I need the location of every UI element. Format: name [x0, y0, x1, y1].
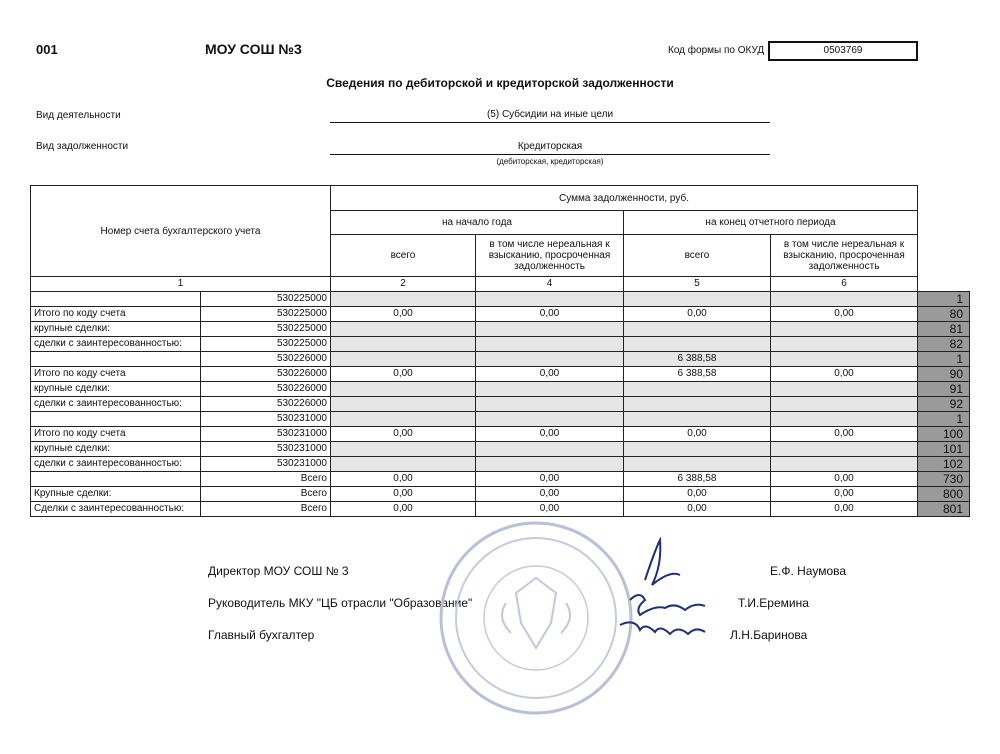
- row-value-start-bad: 0,00: [476, 427, 624, 442]
- header-account: Номер счета бухгалтерского учета: [31, 186, 331, 277]
- row-account: 530231000: [201, 442, 331, 457]
- col-number: 2: [331, 277, 476, 292]
- row-code: 91: [918, 382, 970, 397]
- row-value-start-bad: [476, 337, 624, 352]
- row-value-end-bad: 0,00: [771, 502, 918, 517]
- row-label: [31, 292, 201, 307]
- okud-value: 0503769: [768, 41, 918, 61]
- header-bad-debt-start: в том числе нереальная к взысканию, просроченная задолженность: [476, 235, 624, 277]
- row-account: 530225000: [201, 337, 331, 352]
- row-value-end-total: [624, 322, 771, 337]
- row-value-start-total: 0,00: [331, 487, 476, 502]
- signature-role-director: Директор МОУ СОШ № 3: [208, 564, 349, 578]
- row-value-end-bad: [771, 382, 918, 397]
- row-value-start-total: [331, 442, 476, 457]
- row-value-end-bad: [771, 397, 918, 412]
- row-account: 530226000: [201, 367, 331, 382]
- row-label: Итого по коду счета: [31, 307, 201, 322]
- row-value-start-bad: [476, 322, 624, 337]
- row-account: 530226000: [201, 352, 331, 367]
- row-account: 530225000: [201, 322, 331, 337]
- row-value-end-bad: [771, 412, 918, 427]
- row-label: Крупные сделки:: [31, 487, 201, 502]
- row-value-start-bad: [476, 457, 624, 472]
- row-value-start-total: 0,00: [331, 427, 476, 442]
- row-account: Всего: [201, 472, 331, 487]
- row-account: 530226000: [201, 382, 331, 397]
- row-label: крупные сделки:: [31, 382, 201, 397]
- row-code: 90: [918, 367, 970, 382]
- row-code: 800: [918, 487, 970, 502]
- signature-name-head: Т.И.Еремина: [738, 596, 809, 610]
- spacer-cell: [918, 186, 970, 292]
- row-value-end-total: 6 388,58: [624, 352, 771, 367]
- row-label: Итого по коду счета: [31, 427, 201, 442]
- row-label: Итого по коду счета: [31, 367, 201, 382]
- row-value-end-total: 0,00: [624, 502, 771, 517]
- row-value-start-total: [331, 322, 476, 337]
- row-value-start-bad: [476, 412, 624, 427]
- header-start-year: на начало года: [331, 211, 624, 235]
- header-total-end: всего: [624, 235, 771, 277]
- row-code: 80: [918, 307, 970, 322]
- row-value-end-bad: 0,00: [771, 427, 918, 442]
- form-code: 001: [36, 42, 58, 57]
- row-value-start-total: 0,00: [331, 502, 476, 517]
- row-value-start-bad: 0,00: [476, 487, 624, 502]
- activity-label: Вид деятельности: [36, 110, 121, 121]
- debt-type-value: Кредиторская: [330, 141, 770, 155]
- debt-type-hint: (дебиторская, кредиторская): [496, 157, 604, 166]
- row-value-start-total: [331, 292, 476, 307]
- row-label: [31, 352, 201, 367]
- row-code: 1: [918, 352, 970, 367]
- table-row: [31, 307, 970, 322]
- header-total-start: всего: [331, 235, 476, 277]
- row-value-end-total: [624, 382, 771, 397]
- row-value-start-total: [331, 382, 476, 397]
- row-value-end-total: [624, 442, 771, 457]
- document-title: Сведения по дебиторской и кредиторской задолженности: [326, 76, 674, 90]
- table-row: [31, 442, 970, 457]
- table-row: [31, 337, 970, 352]
- row-value-end-total: [624, 292, 771, 307]
- row-code: 102: [918, 457, 970, 472]
- row-value-start-bad: [476, 352, 624, 367]
- row-code: 101: [918, 442, 970, 457]
- signature-name-accountant: Л.Н.Баринова: [730, 628, 808, 642]
- row-value-start-total: [331, 337, 476, 352]
- header-bad-debt-end: в том числе нереальная к взысканию, просроченная задолженность: [771, 235, 918, 277]
- row-label: [31, 472, 201, 487]
- header-sum: Сумма задолженности, руб.: [331, 186, 918, 211]
- row-code: 82: [918, 337, 970, 352]
- row-value-start-bad: [476, 292, 624, 307]
- row-value-start-total: 0,00: [331, 367, 476, 382]
- row-value-end-bad: [771, 442, 918, 457]
- row-value-end-total: [624, 397, 771, 412]
- table-row: [31, 382, 970, 397]
- row-code: 730: [918, 472, 970, 487]
- table-row: [31, 457, 970, 472]
- table-row: [31, 427, 970, 442]
- col-number: 4: [476, 277, 624, 292]
- row-value-start-bad: 0,00: [476, 502, 624, 517]
- col-number: 5: [624, 277, 771, 292]
- table-row: [31, 412, 970, 427]
- row-value-end-bad: 0,00: [771, 307, 918, 322]
- row-label: крупные сделки:: [31, 442, 201, 457]
- row-account: 530231000: [201, 457, 331, 472]
- row-value-start-bad: 0,00: [476, 472, 624, 487]
- col-number: 6: [771, 277, 918, 292]
- row-label: сделки с заинтересованностью:: [31, 397, 201, 412]
- okud-label: Код формы по ОКУД: [668, 45, 765, 56]
- row-account: 530231000: [201, 427, 331, 442]
- row-account: 530231000: [201, 412, 331, 427]
- row-value-end-bad: [771, 322, 918, 337]
- row-value-end-total: [624, 337, 771, 352]
- row-account: Всего: [201, 502, 331, 517]
- activity-value: (5) Субсидии на иные цели: [330, 109, 770, 123]
- table-row: [31, 502, 970, 517]
- row-value-end-bad: 0,00: [771, 487, 918, 502]
- row-value-start-bad: 0,00: [476, 307, 624, 322]
- row-account: 530225000: [201, 292, 331, 307]
- debt-type-label: Вид задолженности: [36, 141, 129, 152]
- handwritten-signatures: [600, 530, 740, 660]
- row-value-start-total: [331, 352, 476, 367]
- debt-table: [30, 185, 970, 517]
- row-value-end-total: 0,00: [624, 307, 771, 322]
- row-value-start-bad: [476, 382, 624, 397]
- table-row: [31, 367, 970, 382]
- row-value-end-total: 0,00: [624, 427, 771, 442]
- row-value-end-total: [624, 412, 771, 427]
- row-value-start-total: [331, 412, 476, 427]
- row-value-end-bad: 0,00: [771, 472, 918, 487]
- table-row: [31, 292, 970, 307]
- row-account: Всего: [201, 487, 331, 502]
- table-row: [31, 352, 970, 367]
- row-code: 92: [918, 397, 970, 412]
- row-value-end-total: [624, 457, 771, 472]
- col-number: 1: [31, 277, 331, 292]
- organization-name: МОУ СОШ №3: [205, 41, 302, 57]
- row-label: сделки с заинтересованностью:: [31, 457, 201, 472]
- row-label: сделки с заинтересованностью:: [31, 337, 201, 352]
- row-code: 801: [918, 502, 970, 517]
- row-label: Сделки с заинтересованностью:: [31, 502, 201, 517]
- row-value-start-total: 0,00: [331, 307, 476, 322]
- row-value-end-bad: [771, 352, 918, 367]
- row-code: 100: [918, 427, 970, 442]
- row-label: [31, 412, 201, 427]
- row-label: крупные сделки:: [31, 322, 201, 337]
- table-row: [31, 322, 970, 337]
- row-value-end-total: 0,00: [624, 487, 771, 502]
- row-value-end-bad: [771, 457, 918, 472]
- row-value-end-bad: [771, 337, 918, 352]
- row-value-start-bad: 0,00: [476, 367, 624, 382]
- signature-role-head: Руководитель МКУ "ЦБ отрасли "Образование": [208, 596, 473, 610]
- header-end-period: на конец отчетного периода: [624, 211, 918, 235]
- row-value-start-total: [331, 397, 476, 412]
- row-value-start-total: [331, 457, 476, 472]
- row-code: 1: [918, 412, 970, 427]
- table-row: [31, 472, 970, 487]
- table-row: [31, 397, 970, 412]
- row-code: 81: [918, 322, 970, 337]
- table-row: [31, 487, 970, 502]
- row-account: 530225000: [201, 307, 331, 322]
- row-code: 1: [918, 292, 970, 307]
- row-value-start-total: 0,00: [331, 472, 476, 487]
- row-account: 530226000: [201, 397, 331, 412]
- signature-role-accountant: Главный бухгалтер: [208, 628, 315, 642]
- row-value-start-bad: [476, 442, 624, 457]
- signature-name-director: Е.Ф. Наумова: [770, 564, 847, 578]
- row-value-end-bad: 0,00: [771, 367, 918, 382]
- row-value-end-total: 6 388,58: [624, 472, 771, 487]
- row-value-end-total: 6 388,58: [624, 367, 771, 382]
- row-value-start-bad: [476, 397, 624, 412]
- row-value-end-bad: [771, 292, 918, 307]
